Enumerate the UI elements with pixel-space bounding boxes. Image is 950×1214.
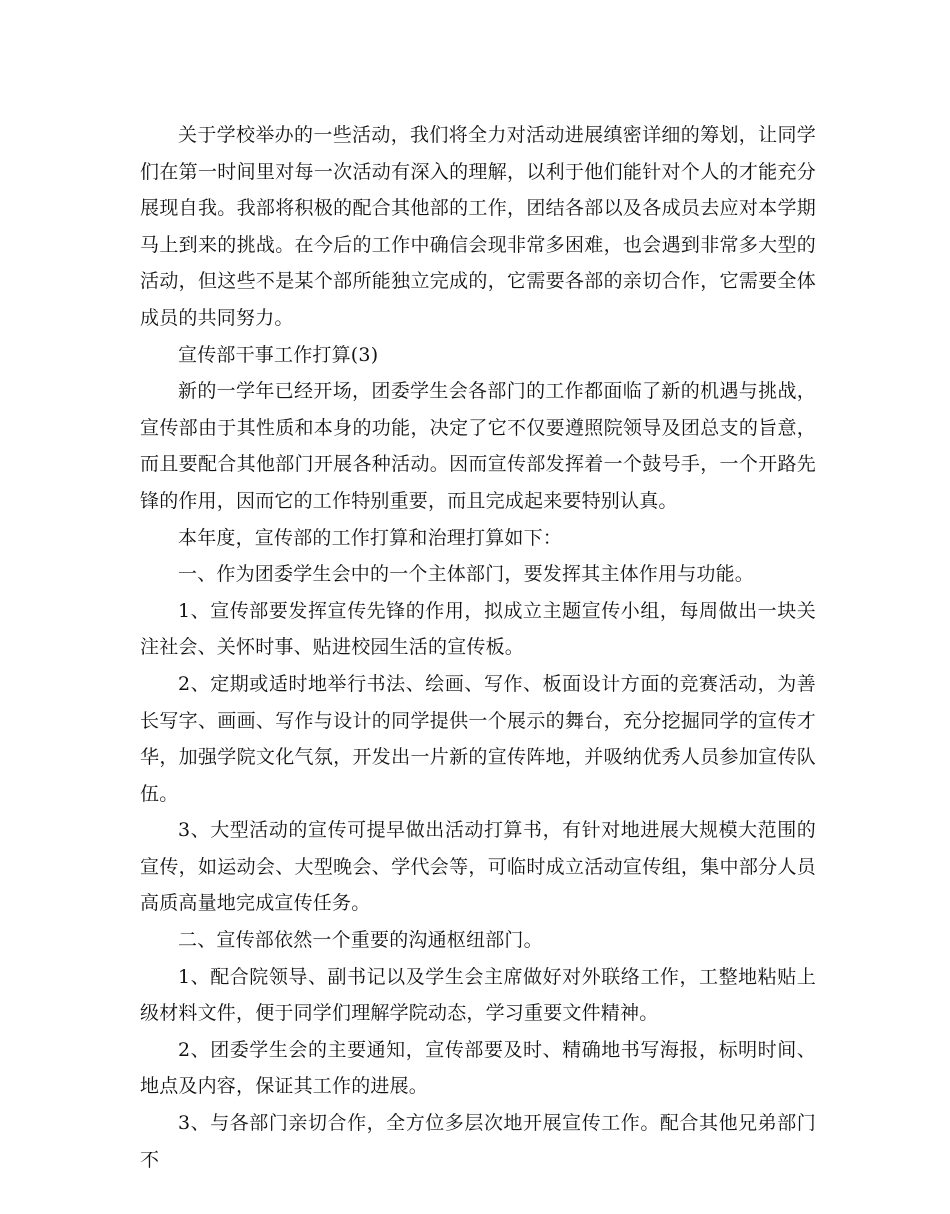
paragraph-new-year: 新的一学年已经开场，团委学生会各部门的工作都面临了新的机遇与挑战，宣传部由于其性质和本身的功能，决定了它不仅要遵照院领导及团总支的旨意，而且要配合其他部门开展各种活动。因而宣传部发挥着一个鼓号手，一个开路先锋的作用，因而它的工作特别重要，而且完成起来要特别认真。 xyxy=(140,380,816,512)
paragraph-item-2-3: 3、与各部门亲切合作，全方位多层次地开展宣传工作。配合其他兄弟部门不 xyxy=(140,1112,816,1171)
paragraph-item-1-1: 1、宣传部要发挥宣传先锋的作用，拟成立主题宣传小组，每周做出一块关注社会、关怀时事、贴进校园生活的宣传板。 xyxy=(140,599,816,659)
paragraph-point-two: 二、宣传部依然一个重要的沟通枢纽部门。 xyxy=(178,929,543,952)
paragraph-item-1-3: 3、大型活动的宣传可提早做出活动打算书，有针对地进展大规模大范围的宣传，如运动会、大型晚会、学代会等，可临时成立活动宣传组，集中部分人员高质高量地完成宣传任务。 xyxy=(140,819,816,915)
paragraph-point-one: 一、作为团委学生会中的一个主体部门，要发挥其主体作用与功能。 xyxy=(178,563,755,586)
document-body xyxy=(140,117,816,1178)
paragraph-item-2-2: 2、团委学生会的主要通知，宣传部要及时、精确地书写海报，标明时间、地点及内容，保证其工作的进展。 xyxy=(140,1038,816,1098)
paragraph-item-1-2: 2、定期或适时地举行书法、绘画、写作、板面设计方面的竞赛活动，为善长写字、画画、写作与设计的同学提供一个展示的舞台，充分挖掘同学的宣传才华，加强学院文化气氛，开发出一片新的宣传阵地，并吸纳优秀人员参加宣传队伍。 xyxy=(140,672,816,805)
paragraph-plan-intro: 本年度，宣传部的工作打算和治理打算如下： xyxy=(178,526,563,549)
paragraph-activities-planning: 关于学校举办的一些活动，我们将全力对活动进展缜密详细的筹划，让同学们在第一时间里对每一次活动有深入的理解，以利于他们能针对个人的才能充分展现自我。我部将积极的配合其他部的工作，团结各部以及各成员去应对本学期马上到来的挑战。在今后的工作中确信会现非常多困难，也会遇到非常多大型的活动，但这些不是某个部所能独立完成的，它需要各部的亲切合作，它需要全体成员的共同努力。 xyxy=(140,124,816,329)
section-heading: 宣传部干事工作打算(3) xyxy=(178,343,379,366)
paragraph-item-2-1: 1、配合院领导、副书记以及学生会主席做好对外联络工作，工整地粘贴上级材料文件，便于同学们理解学院动态，学习重要文件精神。 xyxy=(140,965,816,1025)
